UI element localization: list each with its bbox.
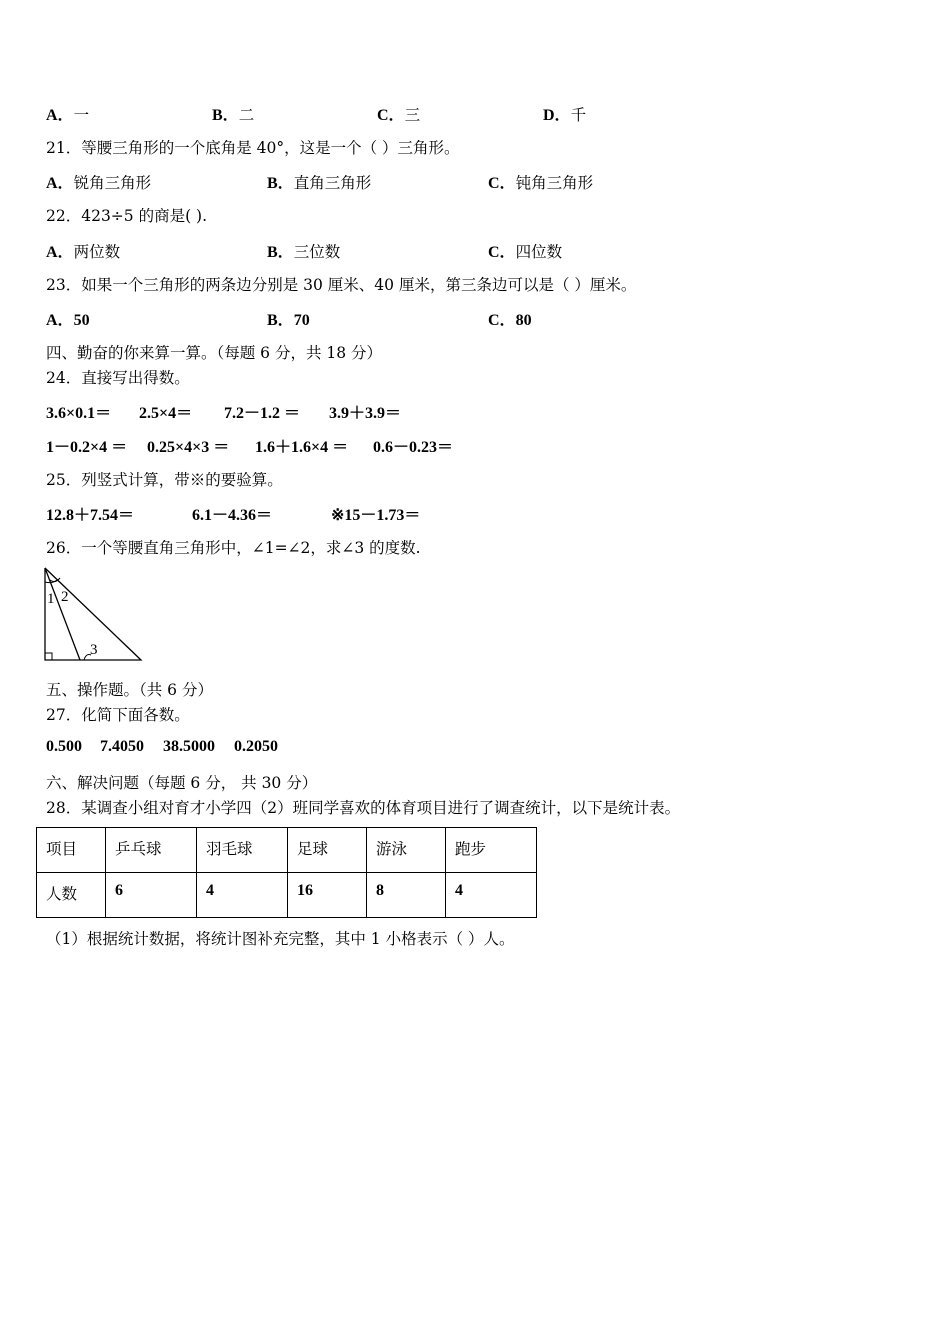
q21-option-b: B．直角三角形 bbox=[267, 174, 372, 192]
q25-item: 6.1－4.36＝ bbox=[192, 507, 273, 524]
q25-item: 12.8＋7.54＝ bbox=[46, 507, 135, 524]
section-4-title: 四、勤奋的你来算一算。（每题 6 分，共 18 分） bbox=[46, 344, 383, 362]
q24-item: 7.2－1.2 ＝ bbox=[224, 405, 301, 422]
q22-option-a: A．两位数 bbox=[46, 243, 121, 261]
angle-label-1: 1 bbox=[47, 591, 55, 607]
table-cell: 6 bbox=[106, 873, 197, 918]
q21-stem: 21．等腰三角形的一个底角是 40°，这是一个（ ）三角形。 bbox=[46, 139, 460, 157]
q23-option-a: A．50 bbox=[46, 312, 90, 329]
angle-label-2: 2 bbox=[61, 589, 69, 605]
q20-option-b: B．二 bbox=[212, 106, 255, 124]
q24-item: 0.25×4×3 ＝ bbox=[147, 439, 230, 456]
q22-option-c: C．四位数 bbox=[488, 243, 563, 261]
table-cell: 游泳 bbox=[367, 828, 446, 873]
table-cell: 4 bbox=[197, 873, 288, 918]
triangle-bisector bbox=[45, 568, 80, 660]
q24-item: 0.6－0.23＝ bbox=[373, 439, 454, 456]
right-angle-mark bbox=[45, 653, 52, 660]
q21-option-a: A．锐角三角形 bbox=[46, 174, 152, 192]
table-cell: 项目 bbox=[37, 828, 106, 873]
q27-item: 7.4050 bbox=[100, 738, 144, 755]
q23-option-b: B．70 bbox=[267, 312, 310, 329]
q24-item: 3.6×0.1＝ bbox=[46, 405, 112, 422]
table-row bbox=[37, 828, 537, 873]
q24-item: 1.6＋1.6×4 ＝ bbox=[255, 439, 349, 456]
q28-stem: 28．某调查小组对育才小学四（2）班同学喜欢的体育项目进行了调查统计，以下是统计表。 bbox=[46, 799, 681, 817]
survey-table bbox=[36, 827, 537, 918]
table-cell: 8 bbox=[367, 873, 446, 918]
triangle-figure bbox=[40, 564, 146, 664]
q22-stem: 22．423÷5 的商是( ). bbox=[46, 207, 208, 225]
q20-option-a: A．一 bbox=[46, 106, 90, 124]
q23-option-c: C．80 bbox=[488, 312, 532, 329]
q24-item: 1－0.2×4 ＝ bbox=[46, 439, 128, 456]
q28-sub-1: （1）根据统计数据，将统计图补充完整，其中 1 小格表示（ ）人。 bbox=[46, 930, 515, 948]
q25-stem: 25．列竖式计算，带※的要验算。 bbox=[46, 471, 283, 489]
table-cell: 足球 bbox=[288, 828, 367, 873]
q27-item: 0.500 bbox=[46, 738, 82, 755]
q22-option-b: B．三位数 bbox=[267, 243, 341, 261]
q27-item: 0.2050 bbox=[234, 738, 278, 755]
table-row bbox=[37, 873, 537, 918]
q26-stem: 26．一个等腰直角三角形中，∠1=∠2，求∠3 的度数. bbox=[46, 539, 421, 557]
q27-stem: 27．化简下面各数。 bbox=[46, 706, 190, 724]
table-cell: 16 bbox=[288, 873, 367, 918]
q24-stem: 24．直接写出得数。 bbox=[46, 369, 190, 387]
q24-item: 3.9＋3.9＝ bbox=[329, 405, 402, 422]
table-cell: 乒乓球 bbox=[106, 828, 197, 873]
section-5-title: 五、操作题。（共 6 分） bbox=[46, 681, 213, 699]
q24-item: 2.5×4＝ bbox=[139, 405, 193, 422]
table-cell: 跑步 bbox=[446, 828, 537, 873]
q20-option-d: D．千 bbox=[543, 106, 587, 124]
table-cell: 人数 bbox=[37, 873, 106, 918]
angle-label-3: 3 bbox=[90, 642, 98, 658]
q20-option-c: C．三 bbox=[377, 106, 421, 124]
q25-item: ※15－1.73＝ bbox=[331, 507, 421, 524]
q23-stem: 23．如果一个三角形的两条边分别是 30 厘米、40 厘米，第三条边可以是（ ）厘米。 bbox=[46, 276, 637, 294]
section-6-title: 六、解决问题（每题 6 分， 共 30 分） bbox=[46, 774, 318, 792]
q21-option-c: C．钝角三角形 bbox=[488, 174, 594, 192]
q27-item: 38.5000 bbox=[163, 738, 215, 755]
table-cell: 羽毛球 bbox=[197, 828, 288, 873]
table-cell: 4 bbox=[446, 873, 537, 918]
